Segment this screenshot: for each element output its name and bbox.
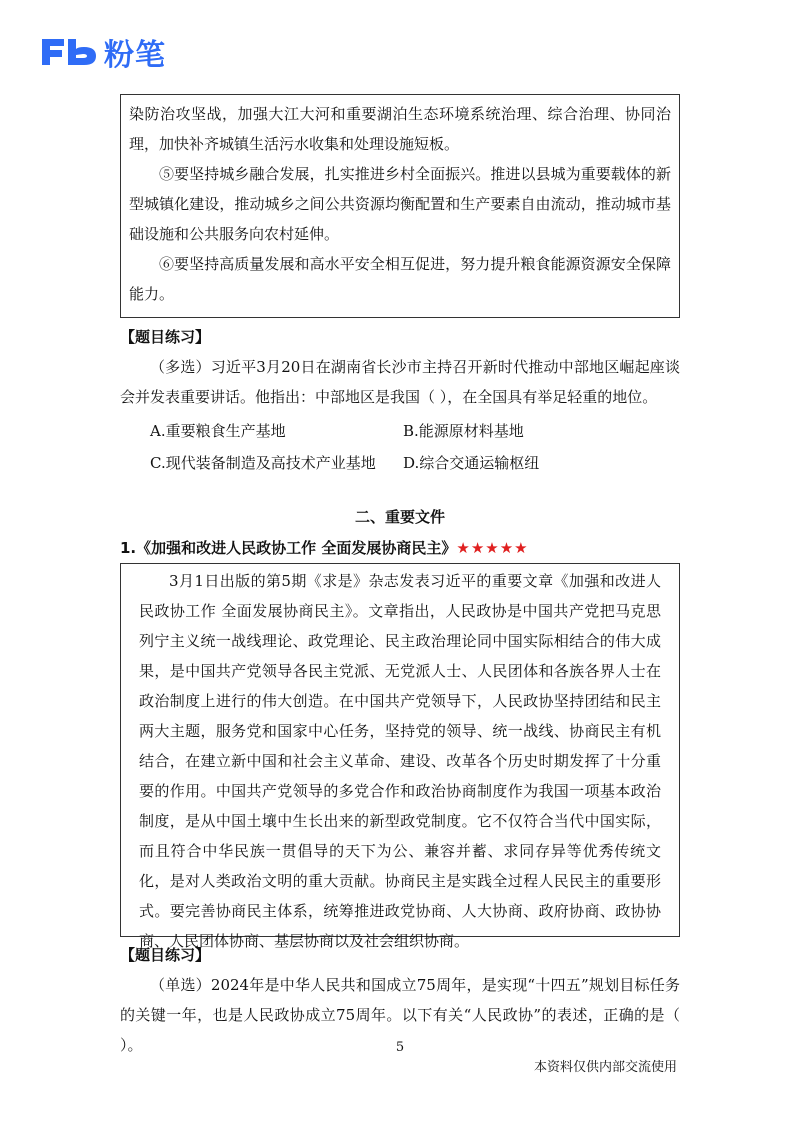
- footer-note: 本资料仅供内部交流使用: [533, 1060, 677, 1075]
- box1-paragraph-1: 染防治攻坚战，加强大江大河和重要湖泊生态环境系统治理、综合治理、协同治理，加快补齐城镇生活污水收集和处理设施短板。: [129, 105, 671, 153]
- box1-paragraph-3: ⑥要坚持高质量发展和高水平安全相互促进，努力提升粮食能源资源安全保障能力。: [129, 255, 671, 303]
- exercise-label-2: 【题目练习】: [120, 946, 211, 964]
- content-box-document: [120, 563, 680, 950]
- brand-name: 粉笔: [104, 38, 166, 73]
- document-summary: 3月1日出版的第5期《求是》杂志发表习近平的重要文章《加强和改进人民政协工作 全面发展协商民主》。文章指出，人民政协是中国共产党把马克思列宁主义统一战线理论、政党理论、民主政治理论同中国实际相结合的伟大成果，是中国共产党领导各民主党派、无党派人士、人民团体和各族各界人士在政治制度上进行的伟大创造。在中国共产党领导下，人民政协坚持团结和民主两大主题，服务党和国家中心任务，坚持党的领导、统一战线、协商民主有机结合，在建立新中国和社会主义革命、建设、改革各个历史时期发挥了十分重要的作用。中国共产党领导的多党合作和政治协商制度作为我国一项基本政治制度，是从中国土壤中生长出来的新型政党制度。它不仅符合当代中国实际，而且符合中华民族一贯倡导的天下为公、兼容并蓄、求同存异等优秀传统文化，是对人类政治文明的重大贡献。协商民主是实践全过程人民民主的重要形式。要完善协商民主体系，统筹推进政党协商、人大协商、政府协商、政协协商、人民团体协商、基层协商以及社会组织协商。: [139, 572, 661, 950]
- option-c: C.现代装备制造及高技术产业基地: [150, 454, 376, 472]
- brand-logo: [38, 30, 166, 74]
- option-b: B.能源原材料基地: [403, 422, 524, 440]
- exercise-question-2: （单选）2024年是中华人民共和国成立75周年，是实现“十四五”规划目标任务的关键一年，也是人民政协成立75周年。以下有关“人民政协”的表述，正确的是（ ）。: [120, 976, 680, 1054]
- box1-paragraph-2: ⑤要坚持城乡融合发展，扎实推进乡村全面振兴。推进以县城为重要载体的新型城镇化建设，推动城乡之间公共资源均衡配置和生产要素自由流动，推动城市基础设施和公共服务向农村延伸。: [129, 165, 671, 243]
- importance-stars: ★★★★★: [456, 539, 529, 557]
- document-title: [120, 537, 529, 558]
- content-box-top: [120, 94, 680, 318]
- fb-logo-icon: [38, 35, 100, 69]
- option-a: A.重要粮食生产基地: [150, 422, 286, 440]
- exercise-question-1: （多选）习近平3月20日在湖南省长沙市主持召开新时代推动中部地区崛起座谈会并发表重要讲话。他指出：中部地区是我国（ ），在全国具有举足轻重的地位。: [120, 358, 680, 406]
- page-number: 5: [395, 1040, 405, 1055]
- document-title-text: 1.《加强和改进人民政协工作 全面发展协商民主》: [120, 539, 457, 557]
- option-d: D.综合交通运输枢纽: [403, 454, 540, 472]
- exercise-label-1: 【题目练习】: [120, 328, 211, 346]
- section-heading: 二、重要文件: [354, 508, 445, 526]
